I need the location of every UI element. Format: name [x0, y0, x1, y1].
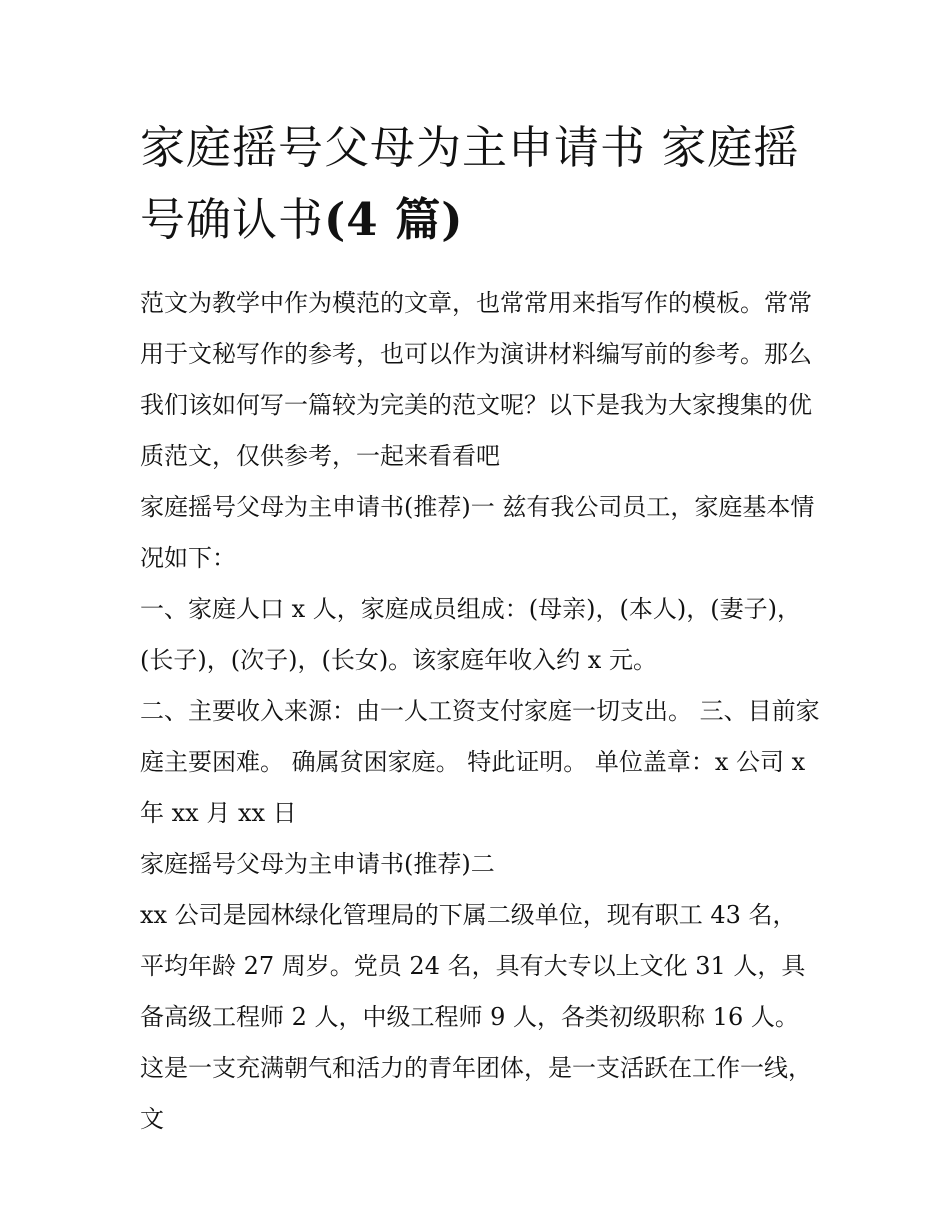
section-two-heading: 家庭摇号父母为主申请书(推荐)二 [140, 850, 495, 878]
title-main-text: 家庭摇号父母为主申请书 家庭摇号确认书 [140, 121, 800, 246]
document-body [140, 278, 820, 1145]
company-description-paragraph: xx 公司是园林绿化管理局的下属二级单位，现有职工 43 名，平均年龄 27 周岁。党员 24 名，具有大专以上文化 31 人，具备高级工程师 2 人，中级工程师 9 人，各类初级职称 16 人。这是一支充满朝气和活力的青年团体，是一支活跃在工作一线，文 [140, 901, 812, 1133]
title-count-text: (4 篇) [324, 193, 464, 246]
income-source-paragraph: 二、主要收入来源：由一人工资支付家庭一切支出。 三、目前家庭主要困难。 确属贫困家庭。 特此证明。 单位盖章：x 公司 x 年 xx 月 xx 日 [140, 697, 820, 827]
section-one-heading-paragraph: 家庭摇号父母为主申请书(推荐)一 兹有我公司员工，家庭基本情况如下： [140, 493, 815, 572]
document-title [140, 112, 820, 256]
intro-paragraph: 范文为教学中作为模范的文章，也常常用来指写作的模板。常常用于文秘写作的参考，也可以作为演讲材料编写前的参考。那么我们该如何写一篇较为完美的范文呢？以下是我为大家搜集的优质范文，仅供参考，一起来看看吧 [140, 289, 812, 470]
family-members-paragraph: 一、家庭人口 x 人，家庭成员组成：(母亲)，(本人)，(妻子)，(长子)，(次子)，(长女)。该家庭年收入约 x 元。 [140, 595, 801, 674]
